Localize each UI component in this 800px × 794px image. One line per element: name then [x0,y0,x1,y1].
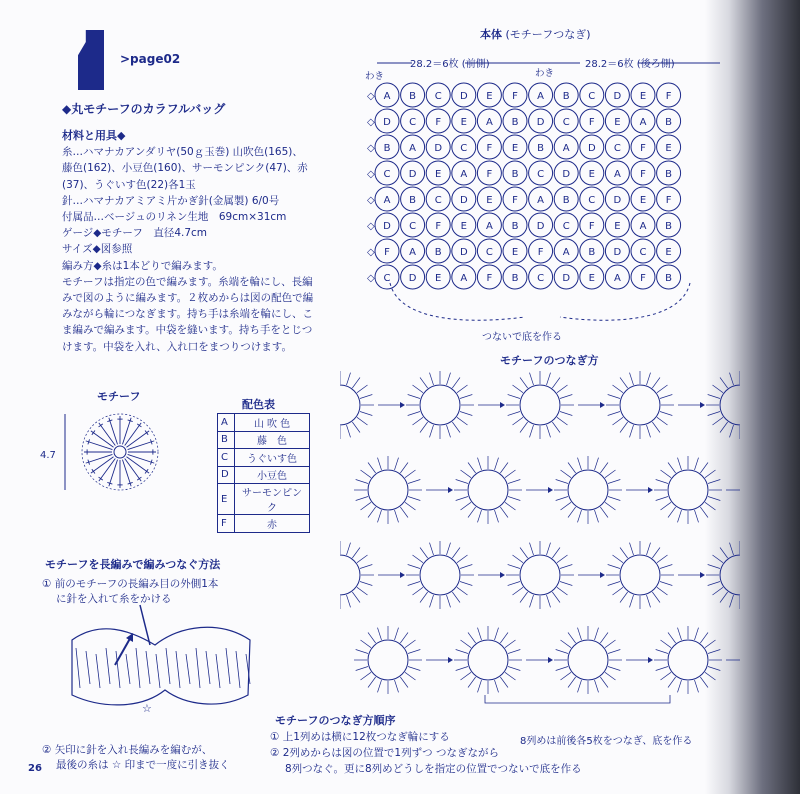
joining-diagram [340,365,740,710]
motif-letter: C [383,169,391,180]
side-join-mark: ◇ [367,117,375,128]
motif-letter: A [383,91,391,102]
bottom-join-label: つないで底を作る [482,332,562,343]
color-table-title: 配色表 [242,398,275,411]
motif-letter: D [587,143,596,154]
motif-letter: F [640,143,646,154]
pattern-title: ◆丸モチーフのカラフルバッグ [62,102,226,116]
motif-letter: A [613,273,621,284]
motif-letter: A [639,117,647,128]
motif-letter: F [435,117,442,128]
motif-letter: F [486,169,493,180]
motif-letter: F [486,143,493,154]
motif-letter: E [665,247,672,258]
motif-letter: B [665,273,673,284]
order-title: モチーフのつなぎ方順序 [275,714,396,727]
motif-letter: E [511,143,519,154]
side-join-mark: ◇ [367,195,375,206]
motif-stitch-chart [55,402,183,502]
motif-letter: A [562,247,570,258]
motif-letter: F [665,91,672,102]
side-join-mark: ◇ [367,169,375,180]
motif-letter: A [537,91,545,102]
side-join-mark: ◇ [367,273,375,284]
motif-letter: F [512,195,518,206]
motif-letter: E [588,273,595,284]
motif-letter: C [434,195,442,206]
side-join-mark: ◇ [367,143,375,154]
color-row: E サーモンピンク [218,484,310,515]
motif-letter: C [383,273,391,284]
motif-letter: B [409,195,417,206]
section-number-1 [78,30,104,90]
motif-letter: D [383,117,391,128]
motif-letter: B [511,117,519,128]
side-join-mark: ◇ [367,247,375,258]
motif-letter: B [665,117,673,128]
motif-letter: F [537,247,544,258]
join-illustration [60,600,260,730]
motif-letter: C [537,273,545,284]
motif-letter: E [588,169,595,180]
motif-letter: E [511,247,519,258]
motif-letter: A [409,247,417,258]
materials-line: ゲージ◆モチーフ 直径4.7cm [62,227,208,240]
motif-size-label: 4.7 [40,450,56,461]
motif-letter: B [434,247,442,258]
motif-letter: F [512,91,518,102]
motif-letter: C [562,221,570,232]
motif-letter: B [409,91,417,102]
body-motif-chart [360,55,740,345]
materials-line: みながら輪につなぎます。持ち手は糸端を輪にし、こ [62,308,313,321]
motif-letter: E [435,169,442,180]
motif-letter: F [384,247,390,258]
motif-letter: B [511,221,519,232]
motif-letter: C [409,221,417,232]
motif-letter: B [665,221,673,232]
motif-letter: A [485,221,493,232]
materials-line: みで図のように編みます。２枚めからは図の配色で編 [62,292,314,305]
motif-letter: C [588,91,596,102]
motif-letter: D [408,273,417,284]
color-row: B 藤 色 [218,431,310,449]
materials-line: (37)、うぐいす色(22)各1玉 [62,178,196,191]
motif-letter: A [613,169,621,180]
join-step-2b: 最後の糸は ☆ 印まで一度に引き抜く [56,759,230,771]
motif-letter: F [486,273,493,284]
motif-letter: E [639,195,647,206]
motif-letter: B [537,143,545,154]
side-join-mark: ◇ [367,221,375,232]
motif-letter: C [588,195,596,206]
side-label-center: わき [535,68,555,79]
back-dimension-label: 28.2＝6枚 (後ろ側) [585,59,675,70]
materials-line: けます。中袋を入れ、入れ口をまつりつけます。 [62,340,292,353]
motif-letter: B [665,169,673,180]
motif-letter: C [537,169,545,180]
materials-line: 糸…ハマナカアンダリヤ(50ｇ玉巻) 山吹色(165)、 [62,146,303,159]
color-table [217,413,310,533]
materials-line: サイズ◆図参照 [62,243,133,256]
page-reference: >page02 [120,52,181,66]
motif-letter: D [613,195,622,206]
join-method-title: モチーフを長編みで編みつなぐ方法 [45,558,221,571]
color-row: C うぐいす色 [218,449,310,467]
materials-block [62,128,347,355]
motif-letter: E [460,221,467,232]
motif-letter: D [459,91,468,102]
motif-letter: A [383,195,391,206]
motif-letter: D [536,221,545,232]
order-step-2b: 8列つなぐ。更に8列めどうしを指定の位置でつないで底を作る [285,763,582,775]
motif-letter: A [537,195,545,206]
motif-letter: E [486,91,493,102]
motif-letter: F [665,195,672,206]
motif-letter: F [435,221,442,232]
joining-chart-title: モチーフのつなぎ方 [500,354,599,367]
order-step-2a: ② 2列めからは図の位置で1列ずつ つなぎながら [270,747,499,759]
motif-letter: F [588,117,595,128]
motif-letter: C [460,143,468,154]
motif-letter: A [460,273,468,284]
motif-letter: D [434,143,443,154]
motif-letter: C [434,91,442,102]
motif-letter: B [511,169,519,180]
motif-letter: A [460,169,468,180]
materials-line: ま編みで編みます。中袋を縫います。持ち手をとじつ [62,324,313,337]
motif-letter: A [562,143,570,154]
materials-heading: 材料と用具◆ [62,129,126,142]
star-mark: ☆ [142,702,152,715]
front-dimension-label: 28.2＝6枚 (前側) [410,59,490,70]
motif-letter: D [562,273,571,284]
motif-letter: C [639,247,647,258]
side-label-left: わき [365,71,385,82]
body-chart-heading [480,26,591,42]
motif-letter: C [562,117,570,128]
side-join-mark: ◇ [367,91,375,102]
motif-letter: A [409,143,417,154]
join-step-1a: ① 前のモチーフの長編み目の外側1本 [42,578,219,590]
materials-line: 付属品…ベージュのリネン生地 69cm×31cm [62,211,287,224]
motif-letter: D [383,221,391,232]
color-row: D 小豆色 [218,466,310,484]
motif-title: モチーフ [97,390,141,403]
motif-letter: B [562,195,570,206]
page-number: 26 [28,763,42,774]
motif-letter: B [562,91,570,102]
motif-letter: D [459,247,468,258]
motif-letter: D [408,169,417,180]
motif-letter: E [435,273,442,284]
motif-letter: B [383,143,391,154]
motif-letter: D [562,169,571,180]
motif-letter: F [640,169,646,180]
motif-letter: E [639,91,647,102]
motif-letter: E [486,195,493,206]
motif-letter: A [485,117,493,128]
motif-letter: C [613,143,621,154]
motif-letter: C [485,247,493,258]
color-row: F 赤 [218,515,310,533]
materials-line: 藤色(162)、小豆色(160)、サーモンピンク(47)、赤 [62,162,308,175]
motif-letter: D [536,117,545,128]
body-chart-subtitle: (モチーフつなぎ) [505,28,591,41]
join-step-2a: ② 矢印に針を入れ長編みを編むが、 [42,744,213,756]
motif-letter: E [460,117,467,128]
motif-letter: F [588,221,595,232]
motif-letter: E [665,143,672,154]
materials-line: 編み方◆糸は1本どりで編みます。 [62,259,223,272]
motif-letter: D [459,195,468,206]
color-row: A 山 吹 色 [218,414,310,432]
join-step-1b: に針を入れて糸をかける [56,593,172,605]
order-step-1: ① 上1列めは横に12枚つなぎ輪にする [270,731,450,743]
motif-letter: E [614,117,621,128]
motif-letter: D [613,247,622,258]
body-chart-title: 本体 [480,28,502,41]
materials-line: モチーフは指定の色で編みます。糸端を輪にし、長編 [62,275,313,288]
motif-letter: B [511,273,519,284]
motif-letter: B [588,247,596,258]
materials-line: 針…ハマナカアミアミ片かぎ針(金属製) 6/0号 [62,194,280,207]
motif-letter: A [639,221,647,232]
motif-letter: C [409,117,417,128]
motif-letter: F [640,273,646,284]
joining-chart-note: 8列めは前後各5枚をつなぎ、底を作る [520,736,693,747]
motif-letter: D [613,91,622,102]
motif-letter: E [614,221,621,232]
